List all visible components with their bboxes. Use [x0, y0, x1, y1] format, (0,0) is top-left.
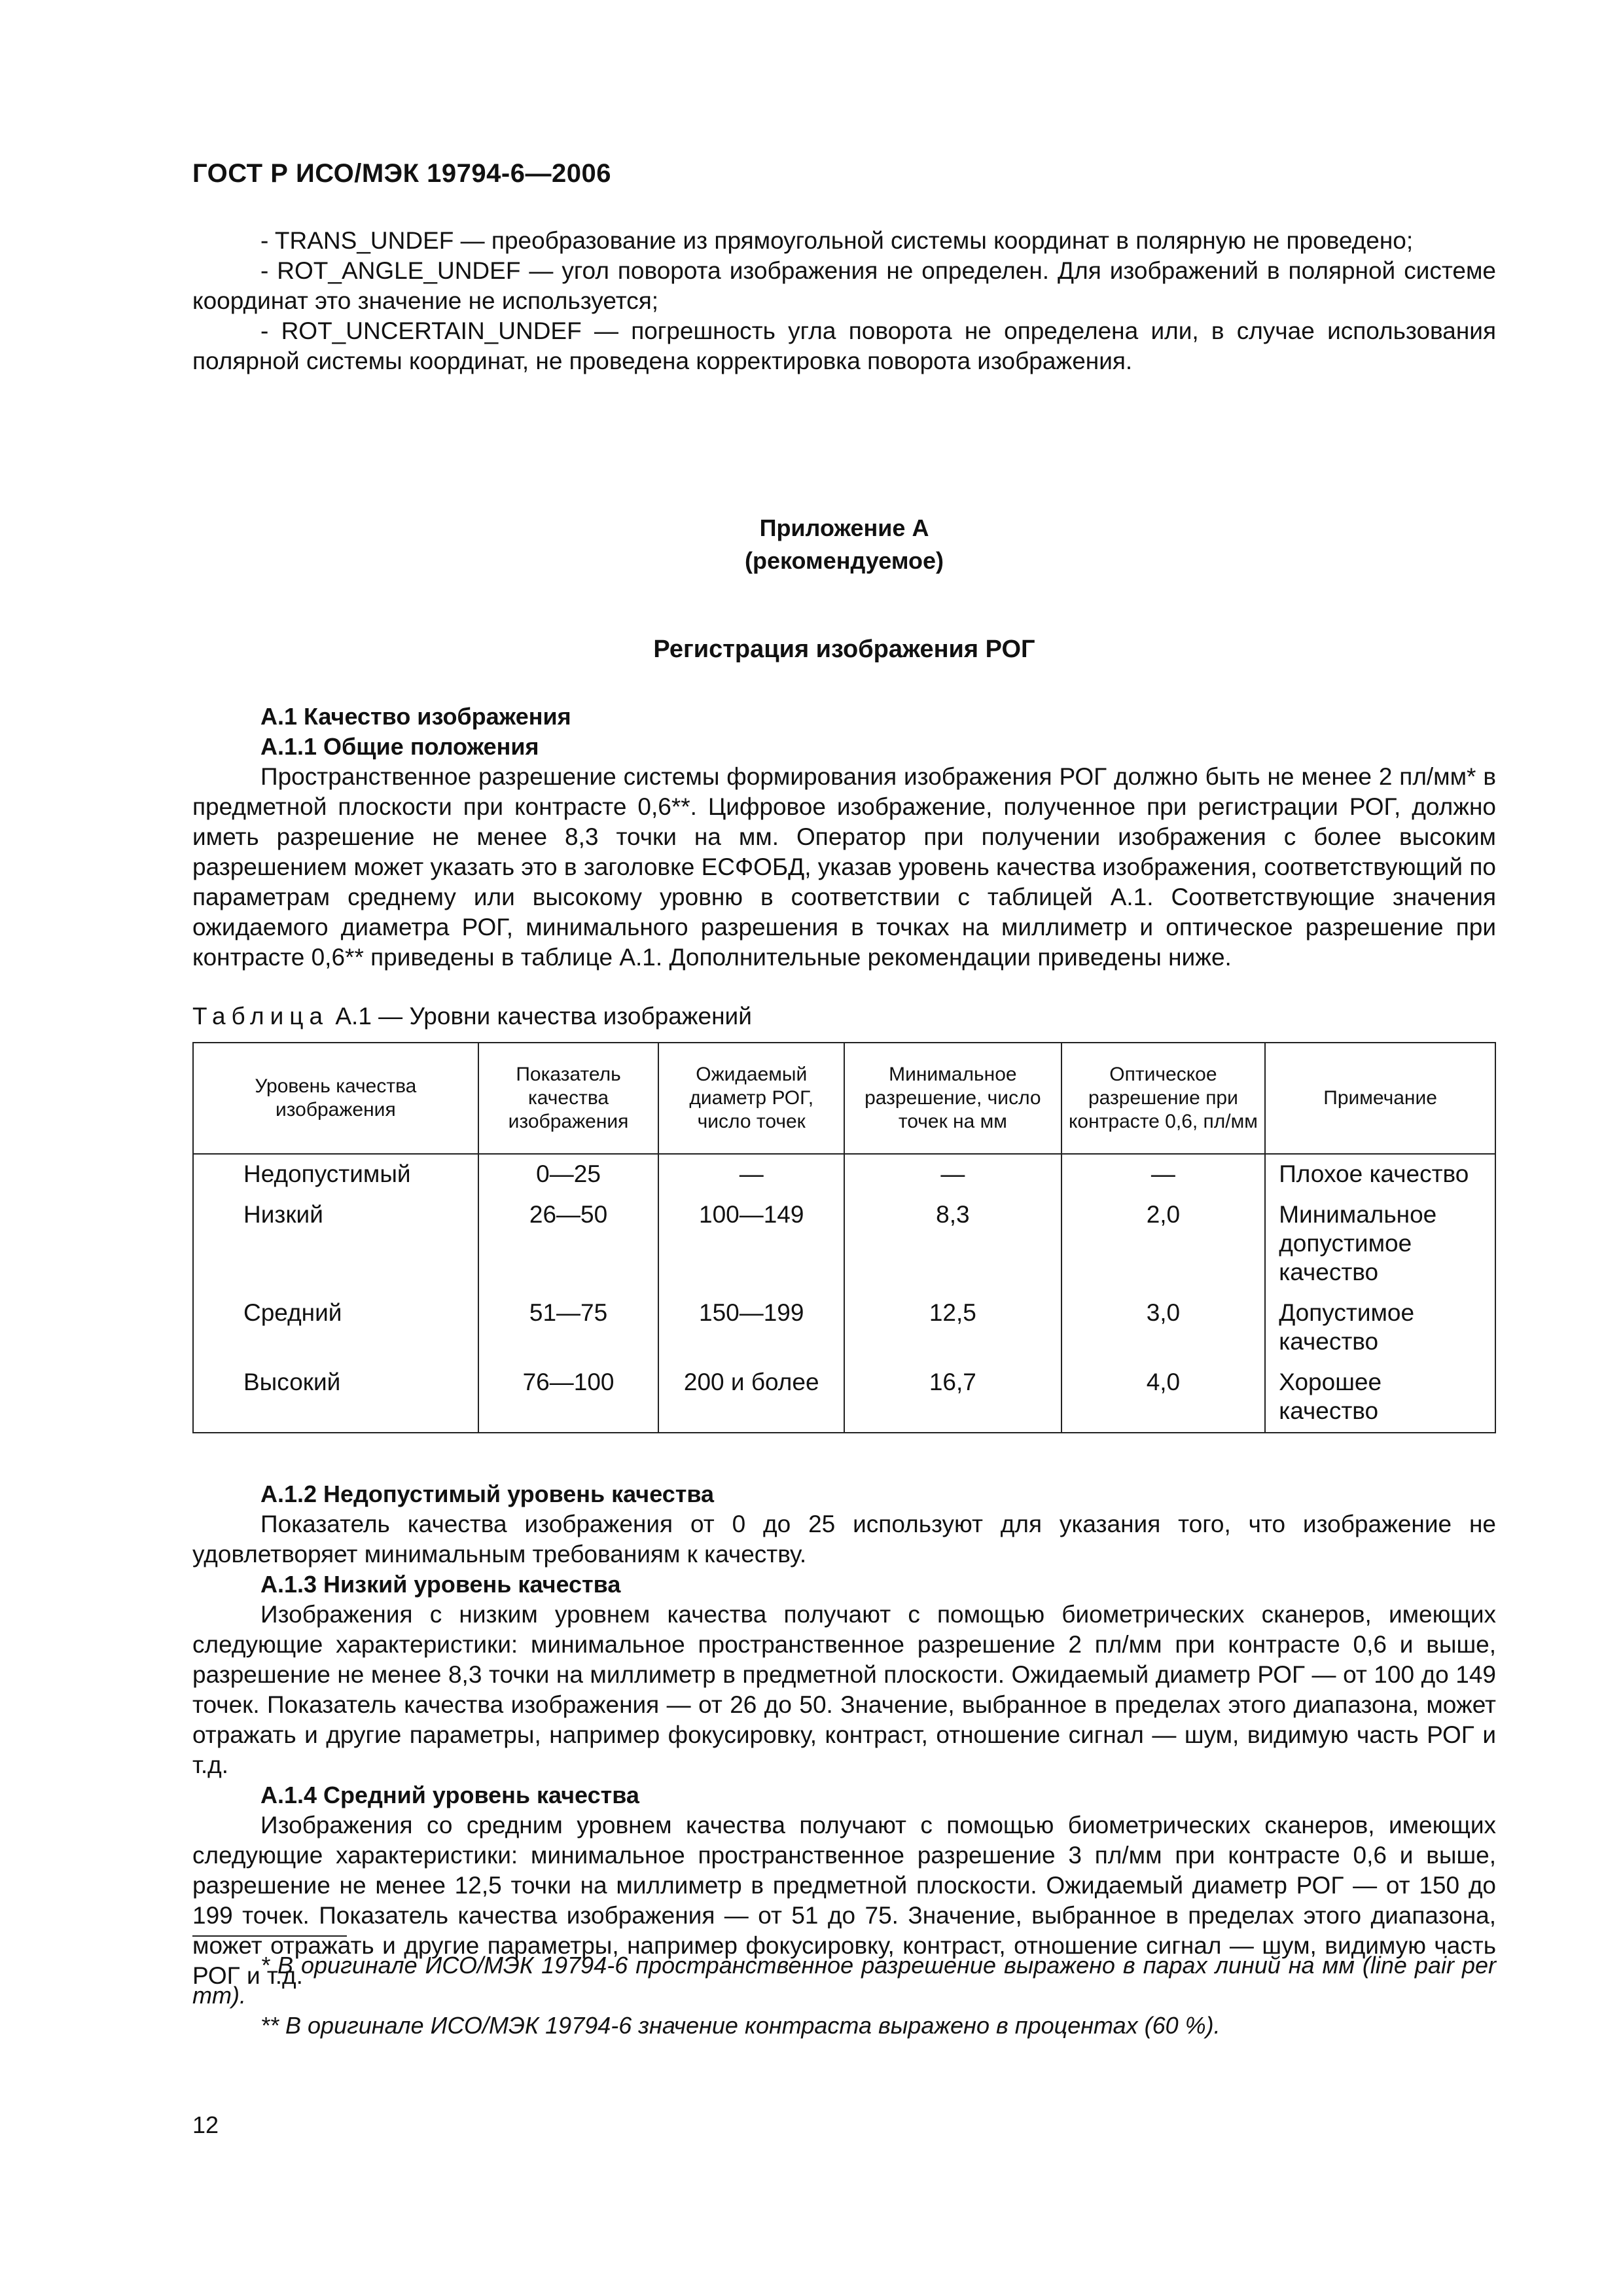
table-cell: — — [844, 1154, 1061, 1195]
section-a1 — [192, 702, 1496, 973]
page-number: 12 — [192, 2111, 219, 2138]
standard-code-header: ГОСТ Р ИСО/МЭК 19794-6—2006 — [192, 159, 611, 188]
table-cell: — — [1061, 1154, 1266, 1195]
table-cell: 200 и более — [658, 1363, 844, 1433]
table-cell: 100—149 — [658, 1195, 844, 1293]
table-cell: 51—75 — [478, 1293, 659, 1363]
footnote: * В оригинале ИСО/МЭК 19794-6 пространственное разрешение выражено в парах линий на мм (line pair per mm). — [192, 1952, 1496, 2009]
table-cell: 2,0 — [1061, 1195, 1266, 1293]
table-cell: 0—25 — [478, 1154, 659, 1195]
list-item: - TRANS_UNDEF — преобразование из прямоугольной системы координат в полярную не проведено; — [260, 227, 1414, 254]
appendix-heading — [192, 512, 1496, 577]
footnote-divider — [192, 1935, 347, 1937]
table-cell: Высокий — [193, 1363, 478, 1433]
appendix-label: Приложение А — [759, 514, 929, 541]
quality-levels-table — [192, 1042, 1496, 1433]
table-cell: 3,0 — [1061, 1293, 1266, 1363]
table-row — [193, 1293, 1495, 1363]
paragraph: Изображения со средним уровнем качества получают с помощью биометрических сканеров, имеющих следующие характеристики: минимальное пространственное разрешение 3 пл/мм при контрасте 0,6 и выше, разрешение не менее 12,5 точки на миллиметр в предметной плоскости. Ожидаемый диаметр РОГ — от 150 до 199 точек. Показатель качества изображения — от 51 до 75. Значение, выбранное в пределах этого диапазона, может отражать и другие параметры, например фокусировку, контраст, отношение сигнал — шум, видимую часть РОГ и т.д. — [192, 1812, 1496, 1989]
column-header: Оптическое разрешение при контрасте 0,6, пл/мм — [1061, 1043, 1266, 1154]
table-cell: — — [658, 1154, 844, 1195]
table-cell: Минимальное допустимое качество — [1265, 1195, 1495, 1293]
column-header: Показатель качества изображения — [478, 1043, 659, 1154]
section-heading: А.1 Качество изображения — [260, 703, 571, 730]
paragraph: Изображения с низким уровнем качества получают с помощью биометрических сканеров, имеющих следующие характеристики: минимальное пространственное разрешение 2 пл/мм при контрасте 0,6 и выше, разрешение не менее 8,3 точки на миллиметр в предметной плоскости. Ожидаемый диаметр РОГ — от 100 до 149 точек. Показатель качества изображения — от 26 до 50. Значение, выбранное в пределах этого диапазона, может отражать и другие параметры, например фокусировку, контраст, отношение сигнал — шум, видимую часть РОГ и т.д. — [192, 1601, 1496, 1778]
paragraph: Показатель качества изображения от 0 до 25 используют для указания того, что изображение не удовлетворяет минимальным требованиям к качеству. — [192, 1511, 1496, 1568]
column-header: Ожидаемый диаметр РОГ, число точек — [658, 1043, 844, 1154]
table-header-row — [193, 1043, 1495, 1154]
column-header: Уровень качества изображения — [193, 1043, 478, 1154]
table-cell: 12,5 — [844, 1293, 1061, 1363]
table-caption-word: Таблица — [192, 1003, 329, 1030]
subsection-heading: А.1.2 Недопустимый уровень качества — [260, 1480, 715, 1507]
appendix-type: (рекомендуемое) — [745, 547, 944, 574]
table-cell: Допустимое качество — [1265, 1293, 1495, 1363]
table-cell: 8,3 — [844, 1195, 1061, 1293]
subsection-heading: А.1.1 Общие положения — [260, 733, 539, 760]
table-row — [193, 1363, 1495, 1433]
table-cell: 16,7 — [844, 1363, 1061, 1433]
table-cell: Недопустимый — [193, 1154, 478, 1195]
enum-list — [192, 226, 1496, 376]
column-header: Минимальное разрешение, число точек на мм — [844, 1043, 1061, 1154]
table-cell: 150—199 — [658, 1293, 844, 1363]
subsection-heading: А.1.3 Низкий уровень качества — [260, 1571, 621, 1598]
table-cell: Низкий — [193, 1195, 478, 1293]
table-row — [193, 1154, 1495, 1195]
appendix-title: Регистрация изображения РОГ — [653, 636, 1035, 663]
list-item: - ROT_UNCERTAIN_UNDEF — погрешность угла поворота не определена или, в случае использования полярной системы координат, не проведена корректировка поворота изображения. — [192, 317, 1496, 374]
table-cell: 4,0 — [1061, 1363, 1266, 1433]
paragraph: Пространственное разрешение системы формирования изображения РОГ должно быть не менее 2 пл/мм* в предметной плоскости при контрасте 0,6**. Цифровое изображение, полученное при регистрации РОГ, должно иметь разрешение не менее 8,3 точки на мм. Оператор при получении изображения с более высоким разрешением может указать это в заголовке ЕСФОБД, указав уровень качества изображения, соответствующий по параметрам среднему или высокому уровню в соответствии с таблицей А.1. Соответствующие значения ожидаемого диаметра РОГ, минимального разрешения в точках на миллиметр и оптическое разрешение при контрасте 0,6** приведены в таблице А.1. Дополнительные рекомендации приведены ниже. — [192, 763, 1496, 971]
table-caption-text: А.1 — Уровни качества изображений — [335, 1003, 752, 1030]
table-row — [193, 1195, 1495, 1293]
table-cell: 76—100 — [478, 1363, 659, 1433]
table-cell: Плохое качество — [1265, 1154, 1495, 1195]
list-item: - ROT_ANGLE_UNDEF — угол поворота изображения не определен. Для изображений в полярной системе координат это значение не используется; — [192, 257, 1496, 314]
footnote: ** В оригинале ИСО/МЭК 19794-6 значение контраста выражено в процентах (60 %). — [260, 2012, 1221, 2039]
subsection-heading: А.1.4 Средний уровень качества — [260, 1782, 639, 1808]
sections-a12-a14 — [192, 1479, 1496, 1991]
table-cell: Средний — [193, 1293, 478, 1363]
table-caption — [192, 1001, 1496, 1031]
column-header: Примечание — [1265, 1043, 1495, 1154]
table-cell: 26—50 — [478, 1195, 659, 1293]
footnotes — [192, 1950, 1496, 2041]
table-cell: Хорошее качество — [1265, 1363, 1495, 1433]
